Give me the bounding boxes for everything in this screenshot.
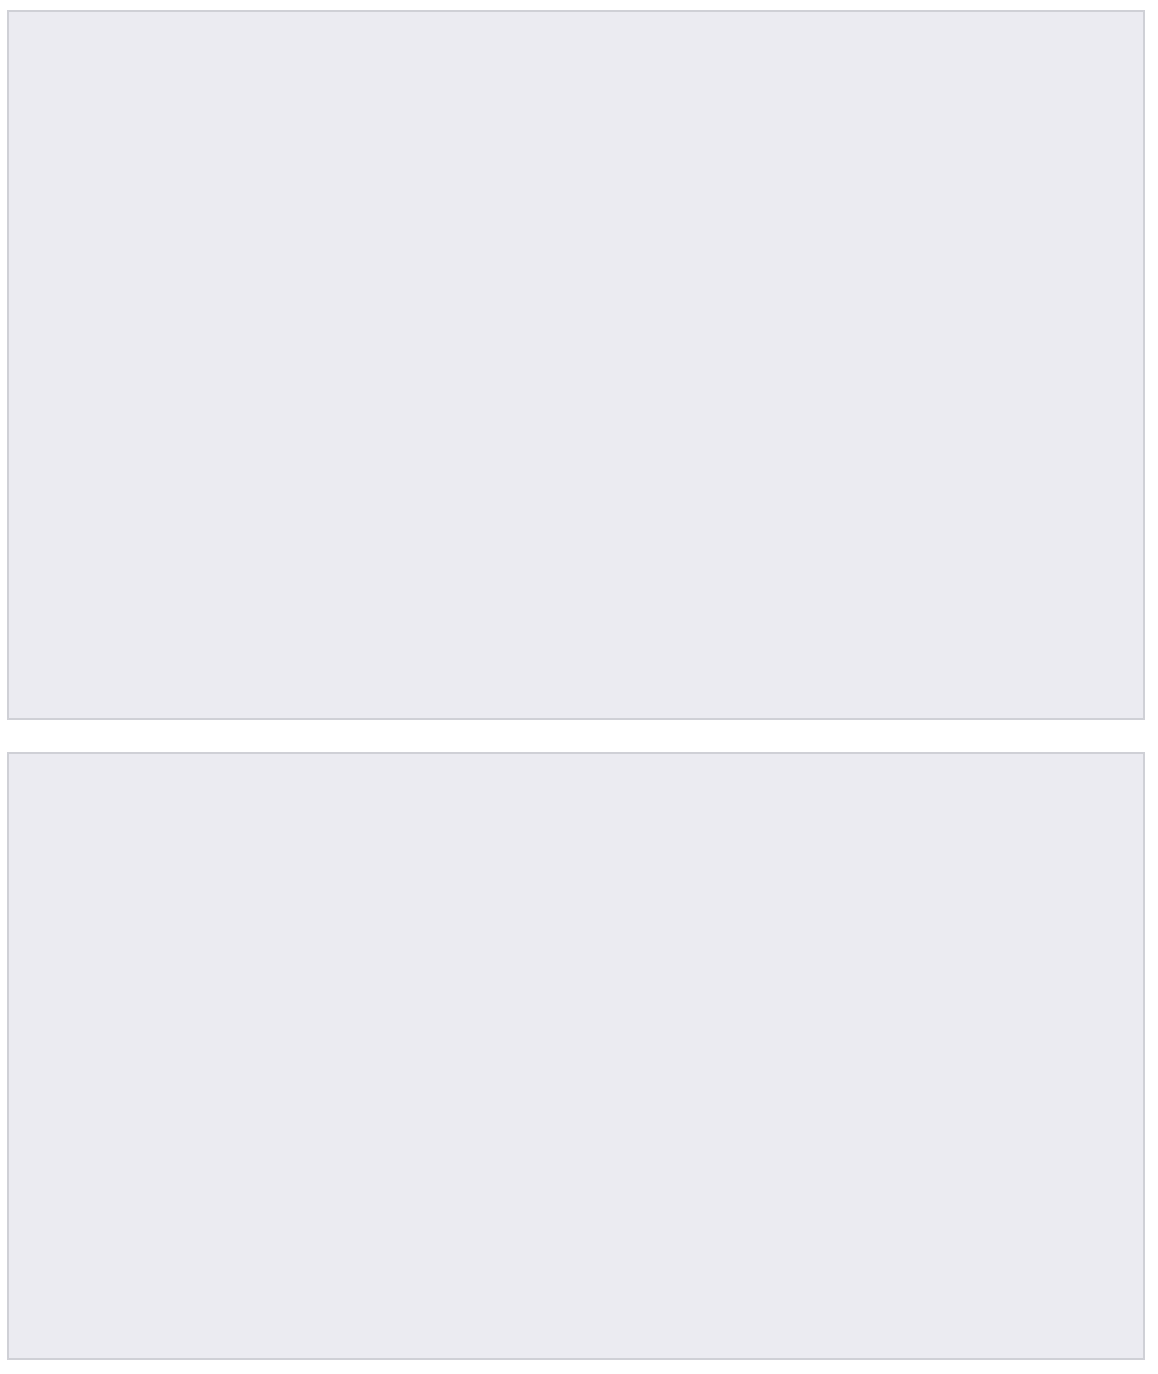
figure-1-panel [7,10,1145,720]
figure-2-panel [7,752,1145,1360]
